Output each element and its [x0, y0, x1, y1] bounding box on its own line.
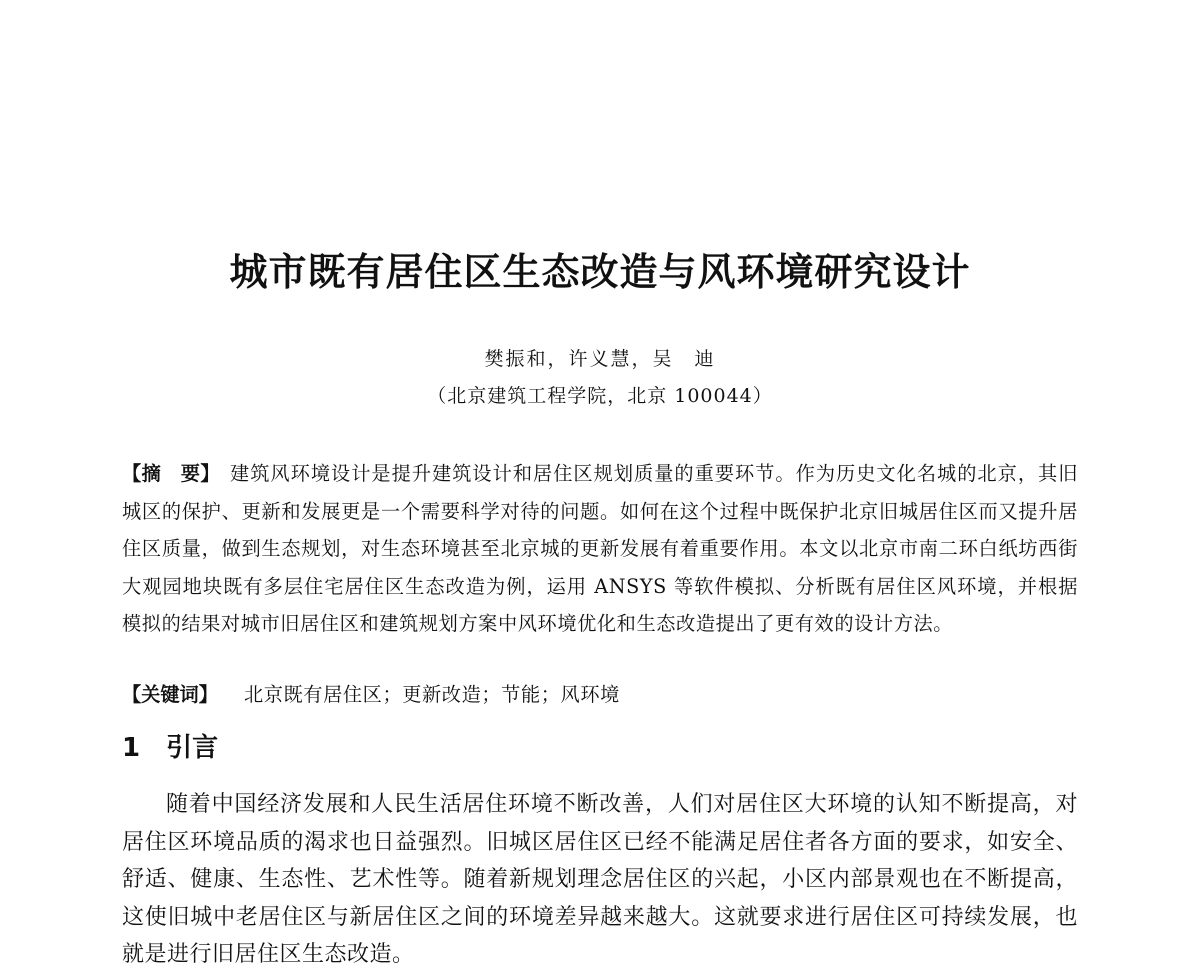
author-list: 樊振和，许义慧，吴 迪	[484, 348, 716, 370]
keywords-text: 北京既有居住区；更新改造；节能；风环境	[243, 683, 620, 706]
keywords-label: 【关键词】	[122, 683, 218, 706]
section-number: 1	[122, 733, 141, 763]
paper-title: 城市既有居住区生态改造与风环境研究设计	[229, 250, 971, 294]
abstract-text: 建筑风环境设计是提升建筑设计和居住区规划质量的重要环节。作为历史文化名城的北京，其旧城区的保护、更新和发展更是一个需要科学对待的问题。如何在这个过程中既保护北京旧城居住区而又提升居住区质量，做到生态规划，对生态环境甚至北京城的更新发展有着重要作用。本文以北京市南二环白纸坊西街大观园地块既有多层住宅居住区生态改造为例，运用 ANSYS 等软件模拟、分析既有居住区风环境，并根据模拟的结果对城市旧居住区和建筑规划方案中风环境优化和生态改造提出了更有效的设计方法。	[122, 462, 1079, 635]
abstract-label: 【摘 要】	[122, 462, 221, 485]
abstract-block	[122, 455, 1078, 643]
section-heading-introduction	[122, 728, 218, 768]
keywords-block	[122, 676, 1078, 713]
introduction-paragraph: 随着中国经济发展和人民生活居住环境不断改善，人们对居住区大环境的认知不断提高，对居住区环境品质的渴求也日益强烈。旧城区居住区已经不能满足居住者各方面的要求，如安全、舒适、健康、生态性、艺术性等。随着新规划理念居住区的兴起，小区内部景观也在不断提高，这使旧城中老居住区与新居住区之间的环境差异越来越大。这就要求进行居住区可持续发展，也就是进行旧居住区生态改造。	[122, 792, 1078, 967]
section-title: 引言	[166, 733, 219, 763]
author-affiliation: （北京建筑工程学院，北京 100044）	[427, 385, 773, 407]
